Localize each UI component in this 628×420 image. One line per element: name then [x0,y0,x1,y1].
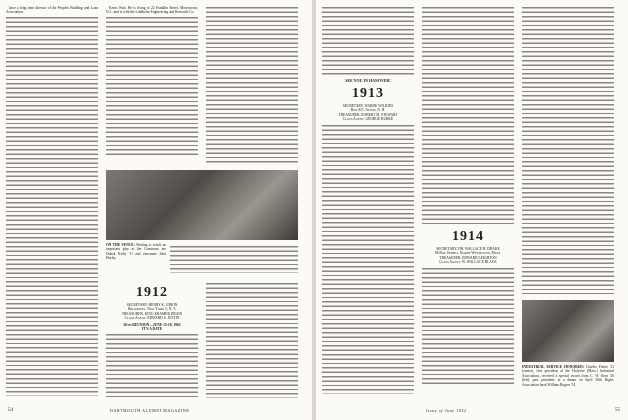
reunion-subheading: IT'S A DATE [141,327,163,332]
class-1912-heading: 1912 [136,285,168,300]
right-page-footer: Issue of June 1952 [426,408,467,413]
industrial-service-photo [522,300,614,362]
right-column-1-body-top [322,6,414,76]
class-1914-address: 86 Bay Street, North Weymouth, Mass. [434,251,502,256]
see-you-in-hanover: SEE YOU IN HANOVER! [345,78,391,83]
fence-photo-caption [106,243,166,261]
class-1913-heading: 1913 [352,86,384,101]
left-column-1-lead: have a long time director of the Peoples Building and Loan Association. [6,6,98,15]
fence-photo-caption-title: ON THE FENCE: [106,243,135,247]
industrial-service-caption [522,365,614,387]
class-1913-secretary: SECRETARY, WARDE WILKINS [342,104,394,108]
right-page-number: 55 [615,408,620,413]
left-column-3b [170,245,298,275]
left-column-3c-body-text [206,282,298,398]
class-1913-body-text [322,124,414,394]
right-column-3-body-text [522,6,614,294]
left-column-2 [106,6,198,166]
class-1912-class-agent: Class Agent, EDWARD S. JUSTIN [124,316,180,321]
industrial-service-caption-title: INDUSTRIAL SERVICE HONORED: [522,365,584,369]
left-page-number: 54 [8,408,13,413]
class-1912-address: Broadway, New York 5, N. Y. [128,307,176,312]
industrial-service-caption-text: Charles Fisher '13 (center), first president of the Holyoke (Mass.) Industrial Association, received a special award from C. W. Kent '26 (left), past president, at a dinner on April 30th. Right: Association head William Rogers '14. [522,365,614,387]
left-column-3 [206,6,298,166]
class-1913-treasurer: TREASURER, ROBERT M. STEWART [338,112,398,117]
fence-photo [106,170,298,240]
right-page [316,0,628,420]
left-column-3c [206,282,298,400]
left-column-1 [6,6,98,406]
class-1914-class-agent: Class Agent, W. WALLACE BLACK [439,260,497,265]
left-column-2-body-text [106,16,198,156]
right-column-2-body-top [422,6,514,226]
left-column-1-body-text [6,16,98,396]
right-column-3 [522,6,614,296]
fence-photo-caption-text: Waiting to watch an important play at the Commons are Dubek Kirby '11 and classmate John Hurley. [106,243,166,261]
left-column-3b-body-text [170,245,298,273]
left-column-2-lead: Kerns Wait. He is living at 22 Franklin Street, Morristown, N.J., and is with the Lindholm Engineering and Research Co. [106,6,198,15]
reunion-heading: 50th REUNION—JUNE 15-18, 1962 [123,322,181,327]
class-1913-address: Box 927, Alton, N. H. [350,108,386,113]
class-1912-section [106,282,198,400]
class-1914-body-text [422,267,514,385]
class-1914-treasurer: TREASURER, EDWARD LEIGHTON [439,255,497,260]
right-column-1 [322,6,414,406]
class-1914-secretary: SECRETARY, DR. WALLACE H. DRAKE [436,247,500,251]
right-column-2 [422,6,514,406]
class-1913-class-agent: Class Agent, GEORGE BURKE [342,117,394,122]
left-page [0,0,312,420]
left-page-footer: DARTMOUTH ALUMNI MAGAZINE [110,408,190,413]
left-column-3-body-text [206,6,298,164]
class-1914-heading: 1914 [452,229,484,244]
class-1912-body-text [106,333,198,400]
class-1912-secretary: SECRETARY, HENRY K. URION [126,303,178,307]
class-1912-treasurer: TREASURER, KING KRAMER DRAIN [121,311,183,316]
